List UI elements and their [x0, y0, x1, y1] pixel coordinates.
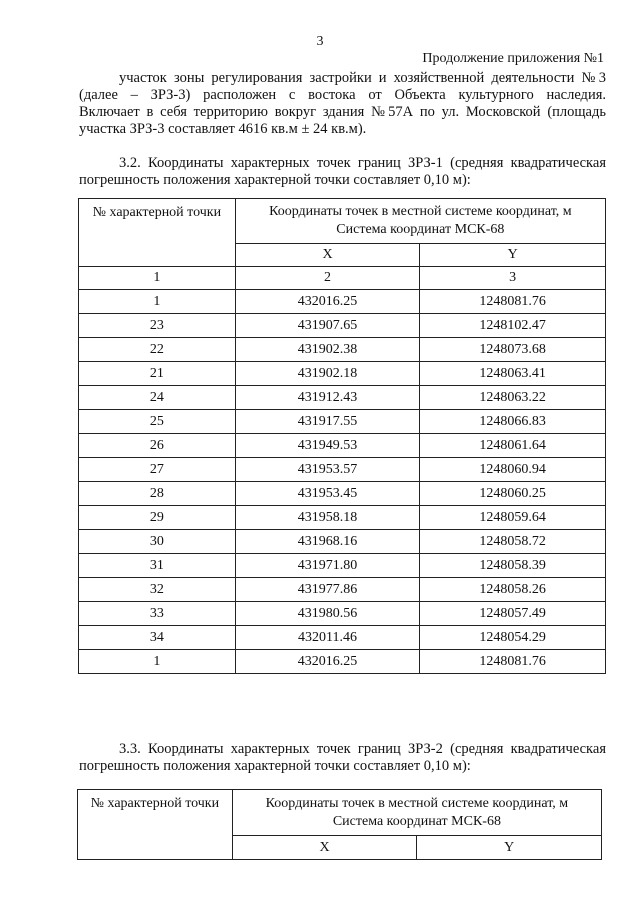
header-coordinates-line2: Система координат МСК-68: [332, 813, 501, 829]
header-y: Y: [420, 244, 606, 267]
y-coordinate-cell: 1248081.76: [420, 290, 606, 314]
x-coordinate-cell: 431907.65: [235, 314, 420, 338]
x-coordinate-cell: 431953.57: [235, 458, 420, 482]
table-row: [79, 578, 606, 602]
table-row: [79, 650, 606, 674]
index-cell: 2: [235, 267, 420, 290]
point-number-cell: 21: [79, 362, 236, 386]
index-cell: 3: [420, 267, 606, 290]
header-coordinates-line1: Координаты точек в местной системе координат, м: [269, 204, 572, 219]
point-number-cell: 29: [79, 506, 236, 530]
point-number-cell: 34: [79, 626, 236, 650]
point-number-cell: 33: [79, 602, 236, 626]
y-coordinate-cell: 1248058.26: [420, 578, 606, 602]
y-coordinate-cell: 1248073.68: [420, 338, 606, 362]
table-row: [79, 314, 606, 338]
x-coordinate-cell: 431958.18: [235, 506, 420, 530]
y-coordinate-cell: 1248066.83: [420, 410, 606, 434]
table-row: [79, 626, 606, 650]
header-y: Y: [417, 836, 602, 860]
point-number-cell: 30: [79, 530, 236, 554]
index-row: [79, 267, 606, 290]
section-line: погрешность положения характерной точки составляет 0,10 м):: [79, 758, 471, 774]
y-coordinate-cell: 1248057.49: [420, 602, 606, 626]
header-point-number: № характерной точки: [79, 199, 236, 267]
intro-line: (далее – ЗРЗ-3) расположен с востока от Объекта культурного наследия.: [79, 87, 606, 103]
coordinates-table-zrz2: [77, 789, 602, 860]
x-coordinate-cell: 431953.45: [235, 482, 420, 506]
x-coordinate-cell: 431971.80: [235, 554, 420, 578]
header-point-number: № характерной точки: [78, 790, 233, 860]
table-row: [79, 482, 606, 506]
table-row: [79, 506, 606, 530]
x-coordinate-cell: 432011.46: [235, 626, 420, 650]
table-row: [79, 434, 606, 458]
point-number-cell: 1: [79, 650, 236, 674]
index-cell: 1: [79, 267, 236, 290]
coordinates-table-zrz1: [78, 198, 606, 674]
table-row: [79, 554, 606, 578]
section-line: 3.2. Координаты характерных точек границ ЗРЗ-1 (средняя квадратическая: [119, 155, 606, 171]
y-coordinate-cell: 1248054.29: [420, 626, 606, 650]
point-number-cell: 24: [79, 386, 236, 410]
intro-line: участок зоны регулирования застройки и хозяйственной деятельности №3: [119, 70, 606, 86]
y-coordinate-cell: 1248063.22: [420, 386, 606, 410]
x-coordinate-cell: 431902.38: [235, 338, 420, 362]
table-body: [79, 290, 606, 674]
header-coordinates-line2: Система координат МСК-68: [336, 222, 505, 237]
header-x: X: [232, 836, 417, 860]
header-coordinates: [232, 790, 601, 836]
y-coordinate-cell: 1248058.39: [420, 554, 606, 578]
table-row: [79, 386, 606, 410]
point-number-cell: 22: [79, 338, 236, 362]
table-row: [79, 338, 606, 362]
page-number: 3: [316, 34, 324, 49]
point-number-cell: 25: [79, 410, 236, 434]
point-number-cell: 26: [79, 434, 236, 458]
point-number-cell: 23: [79, 314, 236, 338]
table-row: [79, 290, 606, 314]
intro-paragraph: [79, 70, 606, 138]
x-coordinate-cell: 431912.43: [235, 386, 420, 410]
y-coordinate-cell: 1248060.25: [420, 482, 606, 506]
x-coordinate-cell: 432016.25: [235, 650, 420, 674]
x-coordinate-cell: 432016.25: [235, 290, 420, 314]
point-number-cell: 31: [79, 554, 236, 578]
x-coordinate-cell: 431968.16: [235, 530, 420, 554]
x-coordinate-cell: 431917.55: [235, 410, 420, 434]
y-coordinate-cell: 1248061.64: [420, 434, 606, 458]
section-3-3-text: [79, 741, 606, 775]
y-coordinate-cell: 1248063.41: [420, 362, 606, 386]
x-coordinate-cell: 431902.18: [235, 362, 420, 386]
x-coordinate-cell: 431949.53: [235, 434, 420, 458]
x-coordinate-cell: 431977.86: [235, 578, 420, 602]
point-number-cell: 28: [79, 482, 236, 506]
section-3-2-text: [79, 155, 606, 189]
y-coordinate-cell: 1248081.76: [420, 650, 606, 674]
table-row: [79, 602, 606, 626]
point-number-cell: 27: [79, 458, 236, 482]
header-coordinates-line1: Координаты точек в местной системе координат, м: [265, 795, 569, 811]
table-row: [79, 362, 606, 386]
section-line: погрешность положения характерной точки составляет 0,10 м):: [79, 172, 471, 188]
point-number-cell: 32: [79, 578, 236, 602]
section-line: 3.3. Координаты характерных точек границ ЗРЗ-2 (средняя квадратическая: [119, 741, 606, 757]
x-coordinate-cell: 431980.56: [235, 602, 420, 626]
table-row: [79, 410, 606, 434]
header-x: X: [235, 244, 420, 267]
y-coordinate-cell: 1248102.47: [420, 314, 606, 338]
point-number-cell: 1: [79, 290, 236, 314]
table-row: [79, 458, 606, 482]
intro-line: участка ЗРЗ-3 составляет 4616 кв.м ± 24 кв.м).: [79, 121, 367, 137]
y-coordinate-cell: 1248059.64: [420, 506, 606, 530]
table-row: [79, 530, 606, 554]
continuation-label: Продолжение приложения №1: [422, 51, 604, 66]
intro-line: Включает в себя территорию вокруг здания №57А по ул. Московской (площадь: [79, 104, 606, 120]
y-coordinate-cell: 1248060.94: [420, 458, 606, 482]
y-coordinate-cell: 1248058.72: [420, 530, 606, 554]
header-coordinates: [235, 199, 605, 244]
